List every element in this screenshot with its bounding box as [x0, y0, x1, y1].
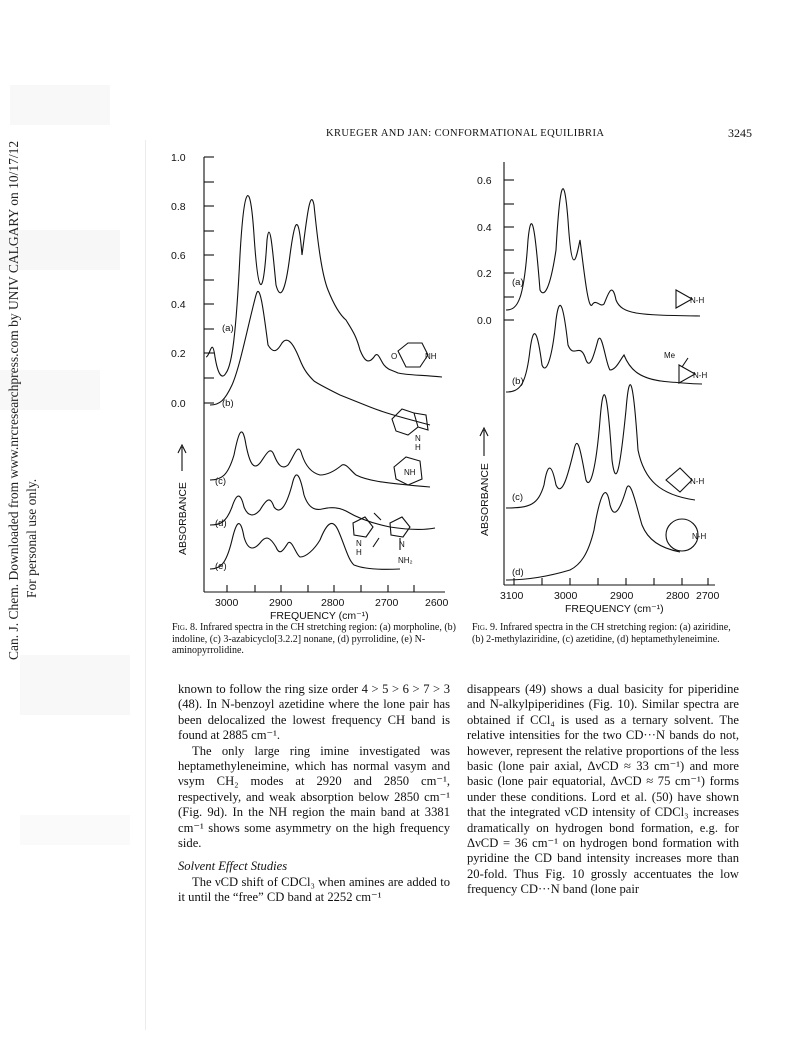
fig9-trace-b — [506, 305, 702, 392]
fig9-caption — [472, 622, 740, 645]
aminopyrrolidine-nh2-label: NH₂ — [398, 556, 413, 565]
fig8-xtick: 2600 — [425, 597, 449, 609]
fig8-caption — [172, 622, 459, 657]
scan-artifact — [20, 655, 130, 715]
fig8-xlabel: FREQUENCY (cm⁻¹) — [270, 610, 369, 622]
arrow-structure-2 — [373, 538, 379, 547]
fig8-xtick: 2700 — [375, 597, 399, 609]
indoline-h-label: H — [415, 443, 421, 452]
fig8-trace-label: (d) — [215, 518, 227, 529]
fig8-xtick: 2800 — [321, 597, 345, 609]
fig8-ytick: 0.6 — [171, 250, 186, 262]
fig8-trace-d — [210, 475, 435, 529]
fig8-ytick: 0.4 — [171, 299, 186, 311]
paragraph: disappears (49) shows a dual basicity for piperidine and N-alkylpiperidines (Fig. 10). Similar spectra are obtained if CCl₄ is used as a ternary solvent. The relative intensities for the two CD···N bands do not, however, represent the relative proportions of the less basic (lone pair axial, ΔνCD ≈ 33 cm⁻¹) and more basic (lone pair equatorial, ΔνCD ≈ 75 cm⁻¹) forms under these conditions. Lord et al. (50) have shown that the integrated νCD intensity of CDCl₃ increases dramatically on hydrogen bond formation, e.g. for ΔνCD = 36 cm⁻¹ on hydrogen bond formation with pyridine the CD band intensity increases more than 20-fold. Thus Fig. 10 grossly accentuates the low frequency CD···N band (lone pair — [467, 682, 739, 897]
scan-artifact — [145, 140, 146, 1030]
paragraph: known to follow the ring size order 4 > 5 > 6 > 7 > 3 (48). In N-benzoyl azetidine where the lone pair has been delocalized the lowest frequency CH band is found at 2885 cm⁻¹. — [178, 682, 450, 743]
paragraph: The only large ring imine investigated was heptamethyleneimine, which has normal νasym and νsym CH₂ modes at 2920 and 2850 cm⁻¹, respectively, and weak absorption below 2850 cm⁻¹ (Fig. 9d). In the NH region the main band at 3381 cm⁻¹ shows some asymmetry on the high frequency side. — [178, 743, 450, 851]
fig9-xtick: 2900 — [610, 590, 634, 602]
download-notice: Can. J. Chem. Downloaded from www.nrcresearchpress.com by UNIV CALGARY on 10/17/12 — [6, 140, 21, 660]
fig9-xtick: 2800 — [666, 590, 690, 602]
fig8-trace-e — [210, 523, 400, 569]
fig9-ytick: 0.2 — [477, 268, 492, 280]
fig9-ytick: 0.4 — [477, 222, 492, 234]
fig8-ytick: 0.0 — [171, 398, 186, 410]
scan-artifact — [20, 815, 130, 845]
fig9-trace-a — [506, 189, 700, 316]
fig8-trace-label: (b) — [222, 398, 234, 409]
azetidine-structure — [666, 468, 692, 492]
fig8-trace-c — [210, 432, 430, 487]
fig8-ytick: 1.0 — [171, 152, 186, 164]
indoline-structure — [392, 409, 428, 435]
aminopyrrolidine-n-label: N — [399, 540, 405, 549]
page-number: 3245 — [728, 126, 752, 140]
methylaziridine-label: N-H — [693, 371, 708, 380]
download-sidebar — [6, 140, 44, 660]
fig9-xtick: 2700 — [696, 590, 720, 602]
fig9-xtick: 3000 — [554, 590, 578, 602]
fig8-trace-label: (a) — [222, 323, 234, 334]
fig9-ylabel: ABSORBANCE — [479, 463, 491, 536]
fig8-caption-label: Fig. 8. — [172, 622, 198, 633]
fig9-caption-text: Infrared spectra in the CH stretching region: (a) aziridine, (b) 2-methylaziridine, (c) azetidine, (d) heptamethyleneimine. — [472, 622, 731, 645]
fig8-trace-label: (c) — [215, 476, 227, 487]
figure-9 — [470, 160, 730, 622]
indoline-n-label: N — [415, 434, 421, 443]
left-column — [178, 682, 450, 906]
morpholine-nh-label: NH — [425, 352, 437, 361]
fig8-ytick: 0.8 — [171, 201, 186, 213]
running-title: KRUEGER AND JAN: CONFORMATIONAL EQUILIBRIA — [326, 128, 605, 139]
pyrrolidine-structure — [353, 517, 373, 537]
fig8-trace-label: (e) — [215, 561, 227, 572]
pyrrolidine-h-label: H — [356, 548, 362, 557]
azabicyclo-nh-label: NH — [404, 468, 416, 477]
fig9-trace-label: (a) — [512, 277, 524, 288]
heptamethyleneimine-label: N-H — [692, 532, 707, 541]
fig9-ytick: 0.6 — [477, 175, 492, 187]
fig9-caption-label: Fig. 9. — [472, 622, 498, 633]
figure-8 — [170, 145, 460, 625]
fig9-trace-d — [506, 486, 680, 580]
pyrrolidine-n-label: N — [356, 539, 362, 548]
fig8-ylabel: ABSORBANCE — [177, 482, 189, 555]
morpholine-structure — [398, 343, 428, 367]
aziridine-label: N-H — [690, 296, 705, 305]
arrow-structure-1 — [374, 513, 381, 520]
fig9-xlabel: FREQUENCY (cm⁻¹) — [565, 603, 664, 615]
paragraph: The νCD shift of CDCl₃ when amines are added to it until the “free” CD band at 2252 cm⁻¹ — [178, 874, 450, 905]
fig9-trace-label: (d) — [512, 567, 524, 578]
fig8-xtick: 2900 — [269, 597, 293, 609]
fig9-trace-c — [506, 385, 695, 508]
fig8-caption-text: Infrared spectra in the CH stretching region: (a) morpholine, (b) indoline, (c) 3-azabicyclo[3.2.2] nonane, (d) pyrrolidine, (e) N-aminopyrrolidine. — [172, 622, 456, 656]
fig9-trace-label: (c) — [512, 492, 524, 503]
fig8-xtick: 3000 — [215, 597, 239, 609]
personal-use-notice: For personal use only. — [24, 478, 39, 598]
section-heading: Solvent Effect Studies — [178, 859, 288, 874]
fig8-ytick: 0.2 — [171, 348, 186, 360]
methyl-label: Me — [664, 351, 676, 360]
morpholine-o-label: O — [391, 352, 398, 361]
fig9-xtick: 3100 — [500, 590, 524, 602]
fig9-trace-label: (b) — [512, 376, 524, 387]
azetidine-label: N-H — [690, 477, 705, 486]
fig9-ytick: 0.0 — [477, 315, 492, 327]
right-column — [467, 682, 739, 898]
fig8-trace-a — [206, 196, 442, 377]
scan-artifact — [10, 85, 110, 125]
